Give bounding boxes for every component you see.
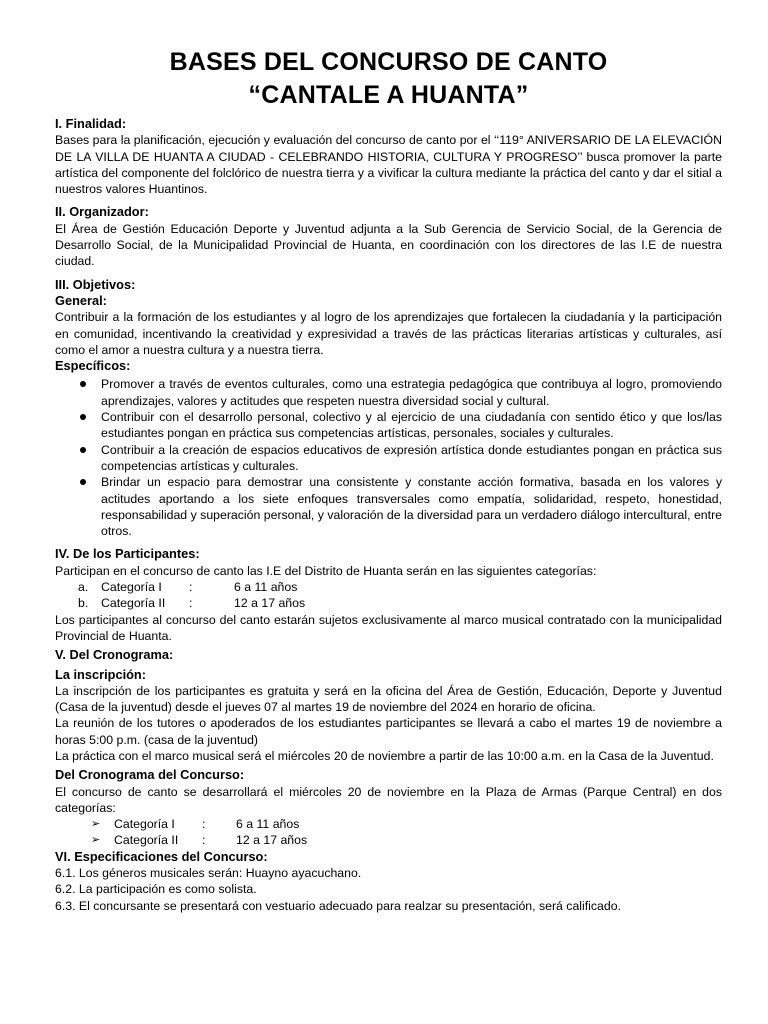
section-finalidad: [55, 116, 722, 197]
section-participantes: [55, 546, 722, 644]
section-especificaciones: [55, 849, 722, 914]
section-heading: II. Organizador:: [55, 204, 149, 220]
category-name: Categoría II: [101, 596, 166, 611]
paragraph: Los participantes al concurso del canto estarán sujetos exclusivamente al marco musical contratado con la municipalidad Provincial de Huanta.: [55, 612, 722, 643]
document-title: [55, 46, 722, 112]
category-range: 12 a 17 años: [236, 833, 308, 848]
list-item: 6.3. El concursante se presentará con vestuario adecuado para realzar su presentación, será calificado.: [55, 898, 621, 913]
section-heading: VI. Especificaciones del Concurso:: [55, 848, 268, 864]
category-row: [55, 832, 722, 848]
category-colon: :: [202, 817, 206, 832]
section-organizador: [55, 204, 722, 269]
section-heading: I. Finalidad:: [55, 116, 127, 131]
list-item: Promover a través de eventos culturales, como una estrategia pedagógica que contribuya al logro, promoviendo aprendizajes, valores y actitudes que respeten nuestra diversidad social y cultural.: [101, 377, 722, 408]
category-range: 12 a 17 años: [234, 596, 306, 611]
section-objetivos: [55, 277, 722, 540]
subsection-heading: La inscripción:: [55, 666, 147, 682]
bullet-list: [55, 376, 722, 539]
list-marker: a.: [78, 580, 89, 595]
document-body: [55, 46, 722, 914]
list-item: 6.2. La participación es como solista.: [55, 882, 257, 897]
arrow-bullet-icon: ➢: [91, 818, 101, 831]
paragraph: La reunión de los tutores o apoderados de los estudiantes participantes se llevará a cabo el martes 19 de noviembre a horas 5:00 p.m. (casa de la juventud): [55, 716, 722, 747]
subsection-heading: Del Cronograma del Concurso:: [55, 767, 245, 783]
paragraph: El Área de Gestión Educación Deporte y Juventud adjunta a la Sub Gerencia de Servicio Social, de la Gerencia de Desarrollo Social, de la Municipalidad Provincial de Huanta, en coordinación con los directores de las I.E de nuestra ciudad.: [55, 221, 722, 269]
list-item: 6.1. Los géneros musicales serán: Huayno ayacuchano.: [55, 866, 362, 881]
section-heading: V. Del Cronograma:: [55, 647, 174, 663]
subsection-heading: Específicos:: [55, 358, 131, 374]
category-name: Categoría I: [114, 817, 175, 832]
category-name: Categoría II: [114, 833, 179, 848]
list-item: Contribuir a la creación de espacios educativos de expresión artística donde estudiantes pongan en práctica sus competencias artísticas y culturales.: [101, 442, 722, 473]
list-marker: b.: [78, 596, 89, 611]
title-line-1: BASES DEL CONCURSO DE CANTO: [169, 48, 608, 76]
paragraph: Participan en el concurso de canto las I.E del Distrito de Huanta serán en las siguientes categorías:: [55, 563, 597, 578]
category-range: 6 a 11 años: [236, 817, 300, 832]
list-item: Contribuir con el desarrollo personal, colectivo y al ejercicio de una ciudadanía con sentido ético y que los/las estudiantes pongan en práctica sus competencias artísticas, personales, sociales y culturales.: [101, 410, 722, 441]
paragraph: La inscripción de los participantes es gratuita y será en la oficina del Área de Gestión, Educación, Deporte y Juventud (Casa de la juventud) desde el jueves 07 al martes 19 de noviembre del 2024 en horario de oficina.: [55, 683, 722, 715]
list-item: Brindar un espacio para demostrar una consistente y constante acción formativa, basada en los valores y actitudes aportando a los siete enfoques transversales como empatía, solidaridad, respeto, honestidad, responsabilidad y superación personal, y valoración de la diversidad para un verdadero diálogo intercultural, entre otros.: [101, 475, 722, 539]
section-heading: IV. De los Participantes:: [55, 546, 200, 562]
category-row: [55, 595, 722, 611]
paragraph: El concurso de canto se desarrollará el miércoles 20 de noviembre en la Plaza de Armas (Parque Central) en dos categorías:: [55, 784, 722, 815]
category-row: [55, 579, 722, 595]
arrow-bullet-icon: ➢: [91, 834, 101, 847]
category-row: [55, 816, 722, 832]
subsection-heading: General:: [55, 292, 107, 308]
paragraph: Contribuir a la formación de los estudiantes y al logro de los aprendizajes que fortalecen la ciudadanía y la participación en comunidad, incentivando la creatividad y expresividad a través de las prácticas literarias artísticas y culturales, así como el amor a nuestra cultura y a nuestra tierra.: [55, 310, 722, 357]
section-cronograma: [55, 647, 722, 849]
category-range: 6 a 11 años: [234, 580, 298, 595]
section-heading: III. Objetivos:: [55, 276, 136, 292]
category-name: Categoría I: [101, 580, 162, 595]
category-colon: :: [189, 596, 193, 611]
title-line-2: “CANTALE A HUANTA”: [248, 81, 529, 109]
category-colon: :: [202, 833, 206, 848]
paragraph: Bases para la planificación, ejecución y evaluación del concurso de canto por el ‘‘119° ANIVERSARIO DE LA ELEVACIÓN DE LA VILLA DE HUANTA A CIUDAD - CELEBRANDO HISTORIA, CULTURA Y PROGRESO’’ busca promover la parte artística del componente del folclórico de nuestra tierra y a vivificar la cultura mediante la práctica del canto y dar el sitial a nuestros valores Huantinos.: [55, 133, 722, 197]
paragraph: La práctica con el marco musical será el miércoles 20 de noviembre a partir de las 10:00 a.m. en la Casa de la Juventud.: [55, 748, 714, 763]
category-colon: :: [189, 580, 193, 595]
